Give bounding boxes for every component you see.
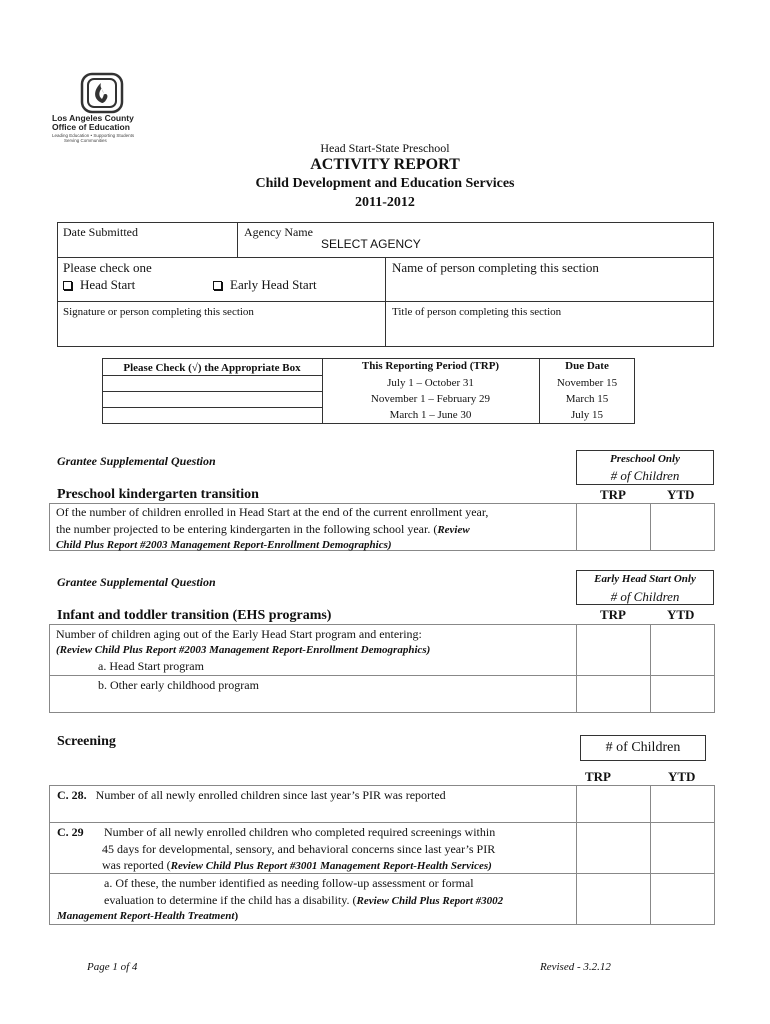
section1-ref-1: Review bbox=[437, 524, 470, 536]
revised-date: Revised - 3.2.12 bbox=[540, 961, 611, 973]
grantee-question-1: Grantee Supplemental Question bbox=[57, 454, 216, 468]
date-submitted-label: Date Submitted bbox=[63, 225, 138, 239]
c28-row bbox=[57, 788, 446, 803]
due-header: Due Date bbox=[565, 360, 609, 372]
c29a-text-2: evaluation to determine if the child has a disability. (Review Child Plus Report #3002 bbox=[104, 893, 504, 907]
c29-ytd-input[interactable] bbox=[651, 823, 714, 872]
title-person-label: Title of person completing this section bbox=[392, 306, 562, 318]
c29a-trp-input[interactable] bbox=[577, 874, 649, 924]
logo-line-1: Los Angeles County bbox=[52, 113, 134, 123]
signature-label: Signature or person completing this section bbox=[63, 306, 254, 318]
section1-text-2: the number projected to be entering kindergarten in the following school year. (Review bbox=[56, 522, 470, 536]
preschool-only-label: Preschool Only bbox=[610, 453, 680, 465]
section2-a-ytd-input[interactable] bbox=[651, 625, 714, 674]
c29a-ytd-input[interactable] bbox=[651, 874, 714, 924]
agency-select[interactable]: SELECT AGENCY bbox=[321, 237, 421, 251]
logo-tagline-1: Leading Education • Supporting Students bbox=[52, 133, 135, 138]
trp-header: This Reporting Period (TRP) bbox=[361, 360, 500, 372]
name-person-label: Name of person completing this section bbox=[392, 260, 599, 275]
early-head-start-checkbox[interactable] bbox=[213, 281, 222, 290]
c28-number: C. 28. bbox=[57, 788, 87, 802]
early-head-start-option[interactable] bbox=[213, 277, 317, 293]
report-title: ACTIVITY REPORT bbox=[310, 156, 460, 173]
ytd-label-2: YTD bbox=[667, 607, 695, 622]
c29a-text-1: a. Of these, the number identified as needing follow-up assessment or formal bbox=[104, 876, 474, 890]
date-submitted-field[interactable] bbox=[58, 240, 236, 256]
please-check-label: Please check one bbox=[63, 260, 152, 275]
section1-ref-2: Child Plus Report #2003 Management Report-Enrollment Demographics) bbox=[56, 539, 392, 551]
program-name: Head Start-State Preschool bbox=[320, 141, 450, 155]
lacoe-logo bbox=[52, 72, 152, 147]
section2-b-ytd-input[interactable] bbox=[651, 676, 714, 712]
section2-item-b: b. Other early childhood program bbox=[98, 678, 259, 692]
c28-ytd-input[interactable] bbox=[651, 786, 714, 821]
children-label-3: # of Children bbox=[605, 740, 681, 755]
section2-title: Infant and toddler transition (EHS programs) bbox=[57, 608, 332, 623]
trp-label-2: TRP bbox=[600, 607, 626, 622]
due-row-2: March 15 bbox=[565, 393, 609, 405]
section1-ytd-input[interactable] bbox=[651, 504, 714, 550]
children-label-2: # of Children bbox=[610, 589, 680, 604]
ytd-label-1: YTD bbox=[667, 487, 695, 502]
ytd-label-3: YTD bbox=[668, 769, 696, 784]
c28-trp-input[interactable] bbox=[577, 786, 649, 821]
children-label-1: # of Children bbox=[610, 468, 680, 483]
due-row-1: November 15 bbox=[556, 377, 618, 389]
c29-trp-input[interactable] bbox=[577, 823, 649, 872]
section2-ref: (Review Child Plus Report #2003 Management Report-Enrollment Demographics) bbox=[56, 644, 431, 656]
ehs-only-label: Early Head Start Only bbox=[594, 573, 696, 585]
c29-number: C. 29 bbox=[57, 825, 84, 839]
period-2-checkbox[interactable] bbox=[103, 392, 321, 406]
head-start-checkbox[interactable] bbox=[63, 281, 72, 290]
check-header: Please Check (√) the Appropriate Box bbox=[123, 362, 301, 374]
page-number: Page 1 of 4 bbox=[87, 961, 138, 973]
period-row-2: November 1 – February 29 bbox=[370, 393, 491, 405]
c29-ref: Review Child Plus Report #3001 Management Report-Health Services) bbox=[170, 860, 492, 872]
period-3-checkbox[interactable] bbox=[103, 408, 321, 423]
screening-title: Screening bbox=[57, 734, 116, 749]
due-row-3: July 15 bbox=[570, 409, 604, 421]
c29-text-3: was reported (Review Child Plus Report #3001 Management Report-Health Services) bbox=[102, 858, 492, 872]
section2-item-a: a. Head Start program bbox=[98, 659, 204, 673]
section1-title: Preschool kindergarten transition bbox=[57, 487, 259, 502]
c29a-ref-2: Management Report-Health Treatment bbox=[57, 910, 235, 922]
section2-a-trp-input[interactable] bbox=[577, 625, 649, 674]
period-1-checkbox[interactable] bbox=[103, 376, 321, 390]
trp-label-1: TRP bbox=[600, 487, 626, 502]
section1-trp-input[interactable] bbox=[577, 504, 649, 550]
report-subtitle: Child Development and Education Services bbox=[255, 176, 515, 191]
period-row-1: July 1 – October 31 bbox=[387, 377, 474, 389]
section2-b-trp-input[interactable] bbox=[577, 676, 649, 712]
c29-text-2: 45 days for developmental, sensory, and behavioral concerns since last year’s PIR bbox=[102, 842, 496, 856]
grantee-question-2: Grantee Supplemental Question bbox=[57, 575, 216, 589]
head-start-option[interactable] bbox=[63, 277, 135, 293]
c29a-ref-1: Review Child Plus Report #3002 bbox=[356, 895, 504, 907]
report-year: 2011-2012 bbox=[355, 195, 415, 210]
agency-name-label: Agency Name bbox=[244, 225, 313, 239]
section1-text-1: Of the number of children enrolled in Head Start at the end of the current enrollment year, bbox=[56, 505, 489, 519]
logo-tagline-2: Serving Communities bbox=[64, 138, 107, 143]
early-head-start-label: Early Head Start bbox=[230, 277, 317, 292]
period-row-3: March 1 – June 30 bbox=[389, 409, 472, 421]
lacoe-flame-icon bbox=[80, 72, 124, 114]
c28-text: Number of all newly enrolled children since last year’s PIR was reported bbox=[95, 788, 446, 802]
logo-line-2: Office of Education bbox=[52, 122, 130, 132]
c29a-ref-2-line: Management Report-Health Treatment) bbox=[57, 910, 239, 922]
head-start-label: Head Start bbox=[80, 277, 136, 292]
c29-text-1: Number of all newly enrolled children who completed required screenings within bbox=[104, 825, 496, 839]
section2-text-1: Number of children aging out of the Early Head Start program and entering: bbox=[56, 627, 422, 641]
trp-label-3: TRP bbox=[585, 769, 611, 784]
